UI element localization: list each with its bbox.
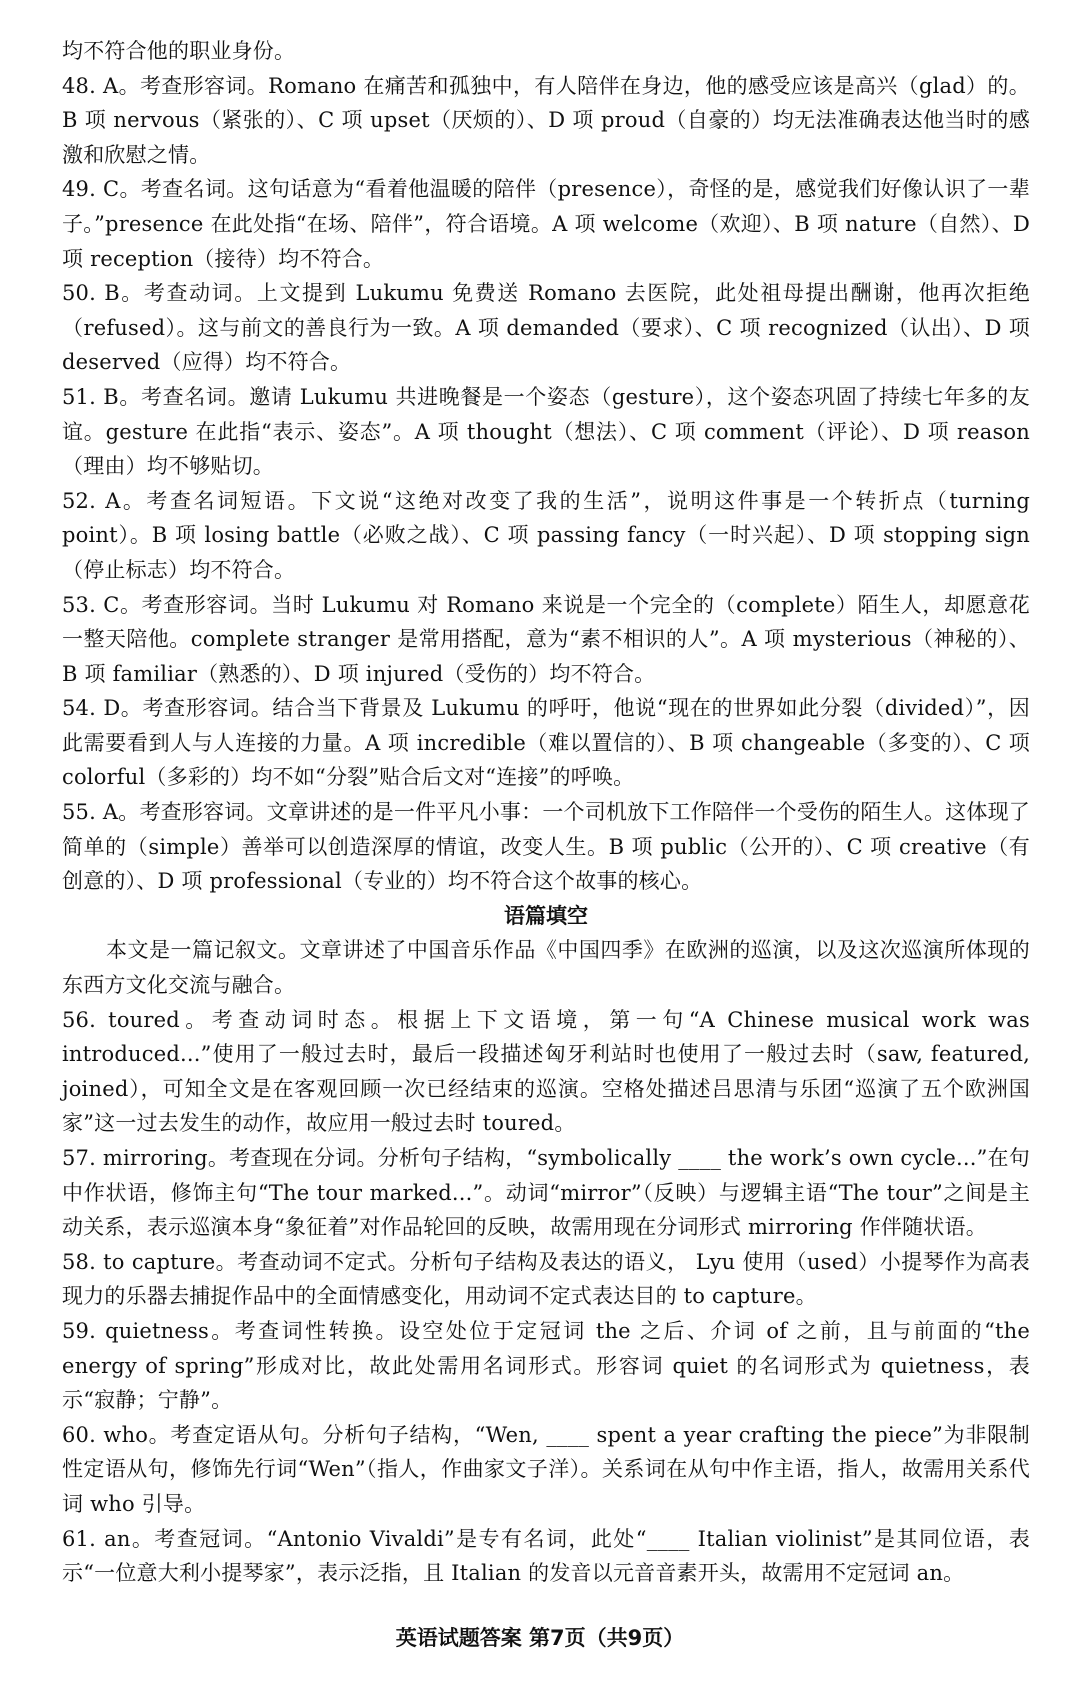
answer-57: 57. mirroring。考查现在分词。分析句子结构，“symbolically ____ the work’s own cycle...”在句中作状语，修饰主句“The tour marked...”。动词“mirror”（反映）与逻辑主语“The tour”之间是主动关系，表示巡演本身“象征着”对作品轮回的反映，故需用现在分词形式 mirroring 作伴随状语。 [62,1146,1030,1240]
section-intro: 本文是一篇记叙文。文章讲述了中国音乐作品《中国四季》在欧洲的巡演，以及这次巡演所体现的东西方文化交流与融合。 [62,938,1030,998]
answer-56: 56. toured。考查动词时态。根据上下文语境，第一句“A Chinese musical work was introduced...”使用了一般过去时，最后一段描述匈牙利站时也使用了一般过去时（saw, featured, joined），可知全文是在客观回顾一次已经结束的巡演。空格处描述吕思清与乐团“巡演了五个欧洲国家”这一过去发生的动作，故应用一般过去时 toured。 [62,1007,1030,1136]
answer-53: 53. C。考查形容词。当时 Lukumu 对 Romano 来说是一个完全的（complete）陌生人，却愿意花一整天陪他。complete stranger 是常用搭配，意为“素不相识的人”。A 项 mysterious（神秘的）、B 项 familiar（熟悉的）、D 项 injured（受伤的）均不符合。 [62,592,1030,686]
answer-51: 51. B。考查名词。邀请 Lukumu 共进晚餐是一个姿态（gesture），这个姿态巩固了持续七年多的友谊。gesture 在此指“表示、姿态”。A 项 thought（想法）、C 项 comment（评论）、D 项 reason（理由）均不够贴切。 [62,384,1030,479]
paragraph-continuation: 均不符合他的职业身份。 [62,39,296,63]
answer-50: 50. B。考查动词。上文提到 Lukumu 免费送 Romano 去医院，此处祖母提出酬谢，他再次拒绝（refused）。这与前文的善良行为一致。A 项 demanded（要求）、C 项 recognized（认出）、D 项 deserved（应得）均不符合。 [62,281,1030,375]
page-footer: 英语试题答案 第7页（共9页） [395,1626,685,1650]
answer-60: 60. who。考查定语从句。分析句子结构，“Wen, ____ spent a year crafting the piece”为非限制性定语从句，修饰先行词“Wen”（指人，作曲家文子洋）。关系词在从句中作主语，指人，故需用关系代词 who 引导。 [62,1422,1030,1516]
section-title: 语篇填空 [504,903,588,928]
answer-49: 49. C。考查名词。这句话意为“看着他温暖的陪伴（presence），奇怪的是，感觉我们好像认识了一辈子。”presence 在此处指“在场、陪伴”，符合语境。A 项 welcome（欢迎）、B 项 nature（自然）、D 项 reception（接待）均不符合。 [62,177,1030,271]
answer-52: 52. A。考查名词短语。下文说“这绝对改变了我的生活”，说明这件事是一个转折点（turning point）。B 项 losing battle（必败之战）、C 项 passing fancy（一时兴起）、D 项 stopping sign（停止标志）均不符合。 [62,488,1030,582]
answer-58: 58. to capture。考查动词不定式。分析句子结构及表达的语义， Lyu 使用（used）小提琴作为高表现力的乐器去捕捉作品中的全面情感变化，用动词不定式表达目的 to capture。 [62,1249,1030,1309]
answer-61: 61. an。考查冠词。“Antonio Vivaldi”是专有名词，此处“____ Italian violinist”是其同位语，表示“一位意大利小提琴家”，表示泛指，且 Italian 的发音以元音音素开头，故需用不定冠词 an。 [62,1526,1030,1586]
answer-55: 55. A。考查形容词。文章讲述的是一件平凡小事：一个司机放下工作陪伴一个受伤的陌生人。这体现了简单的（simple）善举可以创造深厚的情谊，改变人生。B 项 public（公开的）、C 项 creative（有创意的）、D 项 professional（专业的）均不符合这个故事的核心。 [62,800,1030,894]
answer-54: 54. D。考查形容词。结合当下背景及 Lukumu 的呼吁，他说“现在的世界如此分裂（divided）”，因此需要看到人与人连接的力量。A 项 incredible（难以置信的）、B 项 changeable（多变的）、C 项 colorful（多彩的）均不如“分裂”贴合后文对“连接”的呼唤。 [62,696,1030,790]
answer-48: 48. A。考查形容词。Romano 在痛苦和孤独中，有人陪伴在身边，他的感受应该是高兴（glad）的。B 项 nervous（紧张的）、C 项 upset（厌烦的）、D 项 proud（自豪的）均无法准确表达他当时的感激和欣慰之情。 [62,73,1030,167]
answer-59: 59. quietness。考查词性转换。设空处位于定冠词 the 之后、介词 of 之前，且与前面的“the energy of spring”形成对比，故此处需用名词形式。形容词 quiet 的名词形式为 quietness，表示“寂静；宁静”。 [62,1318,1030,1413]
answer-page [62,34,1030,1591]
